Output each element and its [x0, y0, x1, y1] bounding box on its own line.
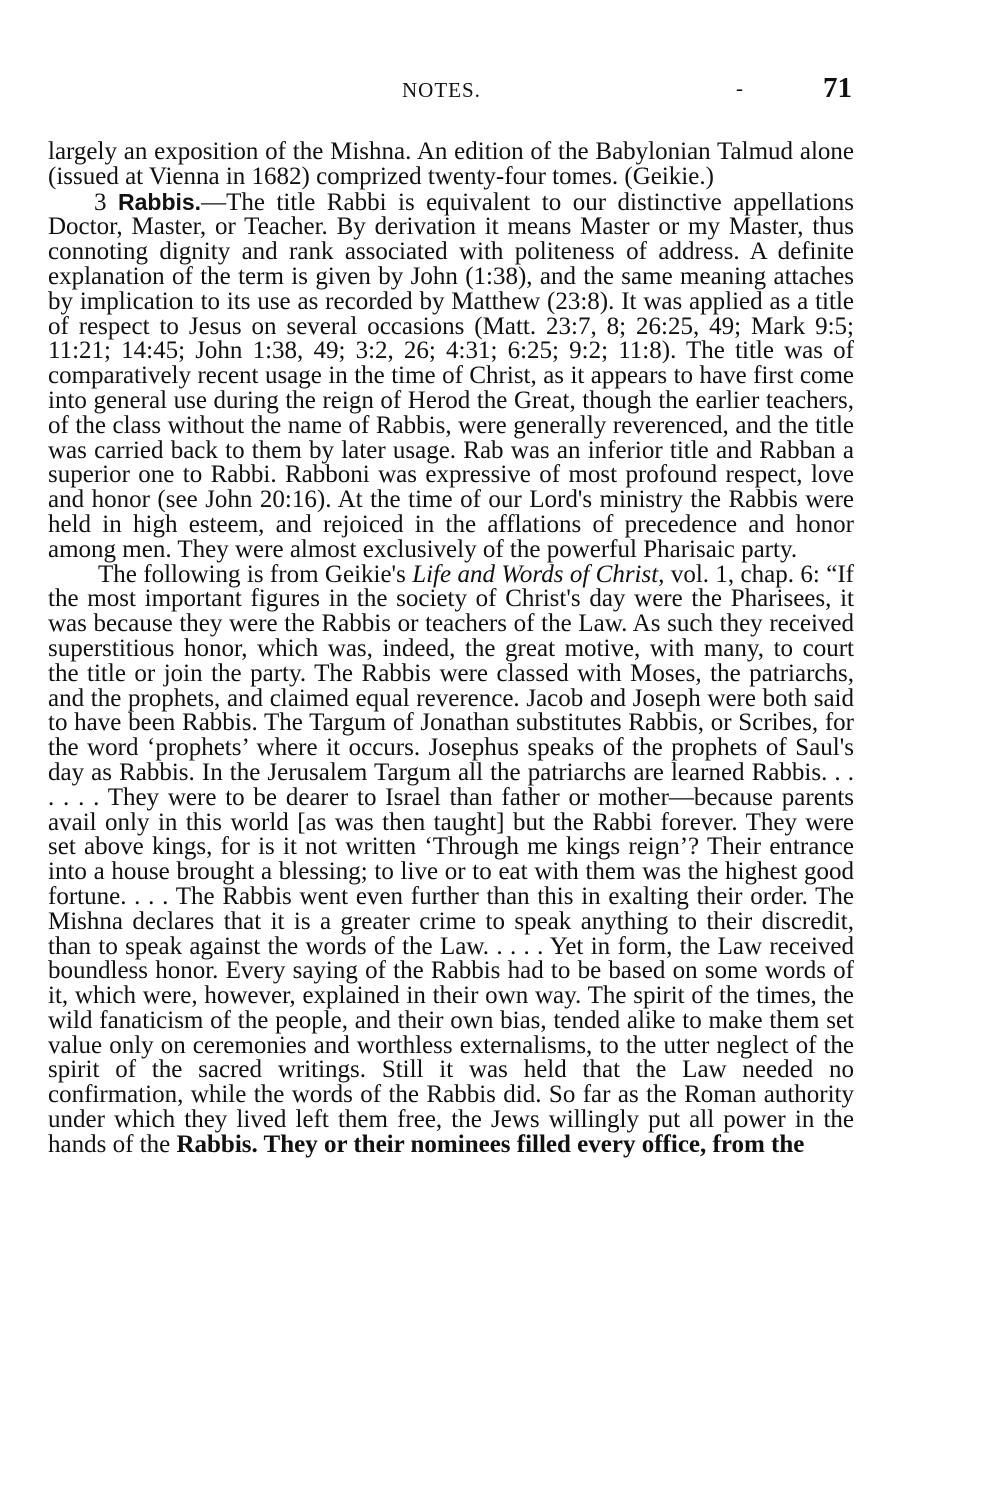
quote-body: vol. 1, chap. 6: “If the most important figures in the society of Christ's day were the Pharisees, it was because they were the Rabbis or teachers of the Law. As such they received superstitious honor, which was, indeed, the great motive, with many, to court the title or join the party. The Rabbis were classed with Moses, the patriarchs, and the prophets, and claimed equal reverence. Jacob and Joseph were both said to have been Rabbis. The Targum of Jonathan substitutes Rabbis, or Scribes, for the word ‘prophets’ where it occurs. Josephus speaks of the prophets of Saul's day as Rabbis. In the Jerusalem Targum all the patriarchs are learned Rabbis. . . . . . . They were to be dearer to Israel than father or mother—because parents avail only in this world [as was then taught] but the Rabbi forever. They were set above kings, for is it not written ‘Through me kings reign’? Their entrance into a house brought a blessing; to live or to eat with them was the highest good fortune. . . . The Rabbis went even further than this in exalting their order. The Mishna declares that it is a greater crime to speak anything to their discredit, than to speak against the words of the Law. . . . . Yet in form, the Law received boundless honor. Every saying of the Rabbis had to be based on some words of it, which were, however, explained in their own way. The spirit of the times, the wild fanaticism of the people, and their own bias, tended alike to make them set value only on ceremonies and worthless externalisms, to the utter neglect of the spirit of the sacred writings. Still it was held that the Law needed no confirmation, while the words of the Rabbis did. So far as the Roman authority under which they lived left them free, the Jews willingly put all power in the hands of the	[48, 560, 854, 1158]
note-heading: Rabbis.	[118, 188, 202, 215]
header-dash: -	[736, 76, 743, 100]
note-number: 3	[94, 188, 107, 216]
continuation-text: largely an exposition of the Mishna. An edition of the Babylonian Talmud alone (issued at Vienna in 1682) comprized twenty-four tomes. (Geikie.)	[48, 138, 854, 190]
running-title: NOTES.	[402, 78, 481, 102]
note-3-paragraph	[48, 190, 854, 563]
page-number: 71	[823, 72, 852, 104]
continuation-paragraph	[48, 140, 854, 190]
note-3-body: —The title Rabbi is equivalent to our distinctive appellations Doctor, Master, or Teacher. By derivation it means Master or my Master, thus connoting dignity and rank associated with politeness of address. A definite explanation of the term is given by John (1:38), and the same meaning attaches by implication to its use as recorded by Matthew (23:8). It was applied as a title of respect to Jesus on several occasions (Matt. 23:7, 8; 26:25, 49; Mark 9:5; 11:21; 14:45; John 1:38, 49; 3:2, 26; 4:31; 6:25; 9:2; 11:8). The title was of comparatively recent usage in the time of Christ, as it appears to have first come into general use during the reign of Herod the Great, though the earlier teachers, of the class without the name of Rabbis, were generally reverenced, and the title was carried back to them by later usage. Rab was an inferior title and Rabban a superior one to Rabbi. Rabboni was expressive of most profound respect, love and honor (see John 20:16). At the time of our Lord's ministry the Rabbis were held in high esteem, and rejoiced in the afflations of precedence and honor among men. They were almost exclusively of the powerful Pharisaic party.	[48, 188, 854, 563]
running-header	[48, 70, 854, 110]
quote-paragraph	[48, 560, 854, 1158]
book-page	[48, 70, 854, 1158]
quote-lead: The following is from Geikie's	[98, 560, 413, 588]
book-title: Life and Words of Christ,	[412, 560, 665, 588]
quote-bold-tail: Rabbis. They or their nominees filled every office, from the	[176, 1130, 805, 1158]
page-body	[48, 140, 854, 1158]
